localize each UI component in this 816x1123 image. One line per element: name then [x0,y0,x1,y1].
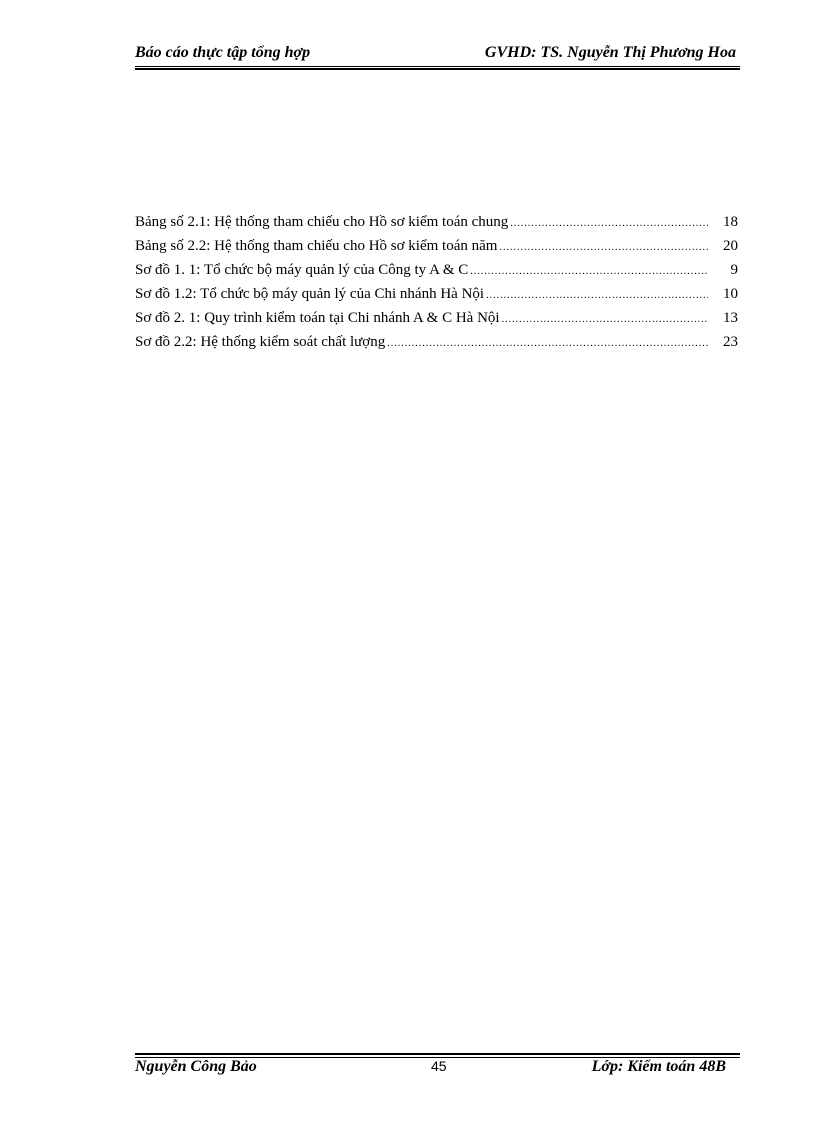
header-supervisor: GVHD: TS. Nguyễn Thị Phương Hoa [484,44,736,61]
footer-author: Nguyễn Công Bảo [135,1058,257,1075]
toc-entry-title: Bảng số 2.2: Hệ thống tham chiếu cho Hồ sơ kiểm toán năm [135,238,498,254]
header-report-title: Báo cáo thực tập tổng hợp [135,44,311,61]
toc-dot-leader [486,284,708,308]
footer-rule-thick [135,1053,740,1055]
toc-entry[interactable] [135,210,738,234]
toc-entry-title: Bảng số 2.1: Hệ thống tham chiếu cho Hồ sơ kiểm toán chung [135,214,509,230]
toc-entry-page: 9 [730,262,738,278]
toc-entry[interactable] [135,258,738,282]
toc-entry[interactable] [135,282,738,306]
toc-entry-page: 13 [723,310,738,326]
footer-page-number: 45 [431,1058,447,1074]
toc-dot-leader [502,308,708,332]
toc-dot-leader [499,236,708,260]
toc-entry-page: 18 [723,214,738,230]
toc-entry-page: 10 [723,286,738,302]
footer-class: Lớp: Kiểm toán 48B [591,1058,726,1075]
toc-entry[interactable] [135,306,738,330]
toc-entry-title: Sơ đồ 1.2: Tổ chức bộ máy quản lý của Chi nhánh Hà Nội [135,286,485,302]
page-footer [135,1058,740,1082]
header-rule [135,66,740,67]
table-of-figures [135,210,738,354]
toc-dot-leader [387,332,708,356]
toc-entry-title: Sơ đồ 1. 1: Tổ chức bộ máy quản lý của Công ty A & C [135,262,469,278]
page-header [135,44,740,66]
toc-entry-title: Sơ đồ 2.2: Hệ thống kiểm soát chất lượng [135,334,386,350]
toc-dot-leader [470,260,708,284]
toc-entry-page: 20 [723,238,738,254]
toc-entry[interactable] [135,330,738,354]
toc-entry-page: 23 [723,334,738,350]
toc-dot-leader [510,212,708,236]
header-rule-thick [135,68,740,70]
toc-entry[interactable] [135,234,738,258]
toc-entry-title: Sơ đồ 2. 1: Quy trình kiểm toán tại Chi nhánh A & C Hà Nội [135,310,500,326]
